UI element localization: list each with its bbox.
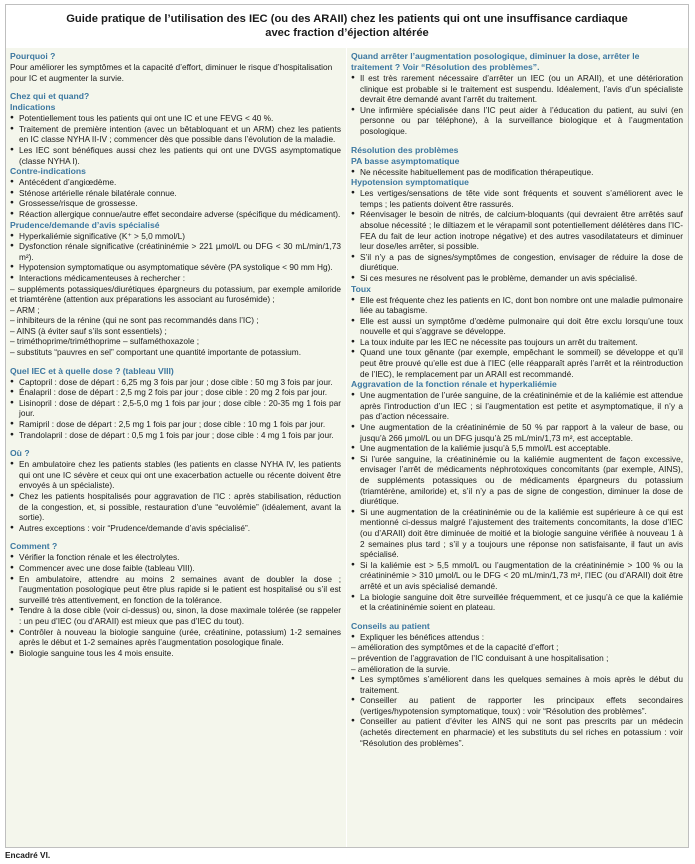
section-title: Quel IEC et à quelle dose ? (tableau VIII) [10,365,174,376]
bullet-item: ● Vérifier la fonction rénale et les électrolytes. [10,552,341,563]
bullet-item: ● Contrôler à nouveau la biologie sanguine (urée, créatinine, potassium) 1-2 semaines après le début et 1-2 semaines après l’augmentation posologique finale. [10,627,341,648]
section-conseils-au-patient [351,621,683,749]
title-line-2: avec fraction d’éjection altérée [265,27,429,39]
bullet-list [351,390,683,612]
dash-item: – amélioration des symptômes et de la capacité d’effort ; [351,642,559,653]
bullet-list [351,73,683,137]
section-title: Pourquoi ? [10,51,56,61]
dash-item: – amélioration de la survie. [351,663,451,674]
bullet-list [10,113,341,166]
dash-item: – inhibiteurs de la rénine (qui ne sont pas recommandés dans l’IC) ; [10,315,259,326]
bullet-item: ● Une augmentation de la kaliémie jusqu’à 5,5 mmol/L est acceptable. [351,443,683,454]
subsection-title: Contre-indications [10,166,86,177]
bullet-list [351,167,683,178]
bullet-item: ● Énalapril : dose de départ : 2,5 mg 2 fois par jour ; dose cible : 20 mg 2 fois par jour. [10,387,341,398]
bullet-item: ● Lisinopril : dose de départ : 2,5-5,0 mg 1 fois par jour ; dose cible : 20-35 mg 1 fois par jour. [10,398,341,419]
bullet-item: ● Dysfonction rénale significative (créatininémie > 221 µmol/L ou DFG < 30 mL/min/1,73 m²). [10,241,341,262]
section-comment [10,541,341,658]
subsection-title: Toux [351,283,371,294]
bullet-item: ● Sténose artérielle rénale bilatérale connue. [10,188,341,199]
bullet-item: ● Chez les patients hospitalisés pour aggravation de l’IC : après stabilisation, réduction de la congestion, et, si possible, restauration d’une “euvolémie” (idéalement, avant la sortie). [10,491,341,523]
caption: Encadré VI. [5,850,51,860]
bullet-item: ● Une augmentation de l’urée sanguine, de la créatininémie et de la kaliémie est attendue après l’introduction d’un IEC ; si l’augmentation est petite et asymptomatique, il n’y a pas d’action nécessaire. [351,390,683,422]
section-resolution-des-problemes [351,145,683,613]
right-column [347,48,688,847]
bullet-item: ● Si l’urée sanguine, la créatininémie ou la kaliémie augmentent de façon excessive, envisager l’arrêt de médicaments néphrotoxiques concomitants (par exemple, AINS), de suppléments potassiques ou de médicaments épargneurs du potassium (triamtérène, amiloride) et, s’il n’y a pas de signe de congestion, diminuer la dose de diurétique. [351,454,683,507]
bullet-item: ● Une infirmière spécialisée dans l’IC peut aider à l’éducation du patient, au suivi (en personne ou par téléphone), à la surveillance biologique et à l’augmentation posologique. [351,105,683,137]
guide-box [5,4,689,848]
bullet-item: ● Il est très rarement nécessaire d’arrêter un IEC (ou un ARAII), et une détérioration clinique est probable si le traitement est suspendu. Idéalement, l’avis d’un spécialiste devrait être demandé avant l’arrêt du traitement. [351,73,683,105]
subsection-title: Hypotension symptomatique [351,177,469,188]
bullet-item: ● Antécédent d’angiœdème. [10,177,341,188]
bullet-item: ● Une augmentation de la créatininémie de 50 % par rapport à la valeur de base, ou jusqu’à 266 µmol/L ou un DFG jusqu’à 25 mL/min/1,73 m², est acceptable. [351,422,683,443]
bullet-item: ● S’il n’y a pas de signes/symptômes de congestion, envisager de réduire la dose de diurétique. [351,252,683,273]
bullet-item: ● Les vertiges/sensations de tête vide sont fréquents et souvent s’améliorent avec le temps ; les patients doivent être rassurés. [351,188,683,209]
paragraph: Pour améliorer les symptômes et la capacité d’effort, diminuer le risque d’hospitalisation pour IC et augmenter la survie. [10,62,333,83]
dash-item: – triméthoprime/triméthoprime – sulfaméthoxazole ; [10,336,200,347]
bullet-list [351,295,683,380]
bullet-item: ● Traitement de première intention (avec un bêtabloquant et un ARM) chez les patients en IC classe NYHA II-IV ; commencer dès que possible dans l’évolution de la maladie. [10,124,341,145]
bullet-item: ● Expliquer les bénéfices attendus : [351,632,683,643]
bullet-item: ● Hypotension symptomatique ou asymptomatique sévère (PA systolique < 90 mm Hg). [10,262,341,273]
section-chez-qui-et-quand [10,91,341,357]
bullet-list [10,459,341,533]
section-title: Chez qui et quand? [10,91,90,102]
section-quand-arreter-l-augmentation-p [351,51,683,137]
section-title: Comment ? [10,541,58,552]
bullet-item: ● Ne nécessite habituellement pas de modification thérapeutique. [351,167,683,178]
bullet-item: ● Grossesse/risque de grossesse. [10,198,341,209]
section-title: Quand arrêter l’augmentation posologique, diminuer la dose, arrêter le traitement ? Voir “Résolution des problèmes”. [351,51,640,72]
bullet-item: ● Biologie sanguine tous les 4 mois ensuite. [10,648,341,659]
bullet-list [351,632,683,749]
section-title: Conseils au patient [351,620,430,631]
bullet-item: ● Interactions médicamenteuses à rechercher : [10,273,341,284]
dash-item: – suppléments potassiques/diurétiques épargneurs du potassium, par exemple amiloride et triamtérène (attention aux préparations les associant au furosémide) ; [10,283,341,305]
bullet-item: ● Conseiller au patient d’éviter les AINS qui ne sont pas prescrits par un médecin (achetés directement en pharmacie) et les substituts du sel riches en potassium : voir “Résolution des problèmes”. [351,716,683,748]
left-column [6,48,347,847]
bullet-list [10,231,341,358]
bullet-item: ● Hyperkaliémie significative (K⁺ > 5,0 mmol/L) [10,231,341,242]
dash-item: – ARM ; [10,304,40,315]
title-line-1: Guide pratique de l’utilisation des IEC (ou des ARAII) chez les patients qui ont une insuffisance cardiaque [66,13,628,25]
dash-item: – prévention de l’aggravation de l’IC conduisant à une hospitalisation ; [351,652,609,663]
bullet-item: ● Si une augmentation de la créatininémie ou de la kaliémie est supérieure à ce qui est mentionné ci-dessus malgré l’ajustement des traitements concomitants, la dose d’IEC (ou d’ARAII) doit être diminuée de moitié et la biologie sanguine vérifiée à nouveau 1 à 2 semaines plus tard ; s’il y a toujours une réponse non satisfaisante, il faut un avis spécialisé. [351,507,683,560]
bullet-item: ● Si ces mesures ne résolvent pas le problème, demander un avis spécialisé. [351,273,683,284]
bullet-list [10,552,341,658]
section-title: Résolution des problèmes [351,144,459,155]
bullet-item: ● Les symptômes s’améliorent dans les quelques semaines à mois après le début du traitement. [351,674,683,695]
subsection-title: Indications [10,102,56,113]
bullet-list [351,188,683,283]
bullet-item: ● Captopril : dose de départ : 6,25 mg 3 fois par jour ; dose cible : 50 mg 3 fois par jour. [10,377,341,388]
section-title: Où ? [10,448,30,459]
section-ou [10,448,341,533]
bullet-item: ● En ambulatoire chez les patients stables (les patients en classe NYHA IV, les patients qui ont une IC sévère et ceux qui ont une exacerbation actuelle ou récente doivent être envoyés à un spécialiste). [10,459,341,491]
bullet-item: ● Quand une toux gênante (par exemple, empêchant le sommeil) se développe et qu’il peut être prouvé qu’elle est due à l’IEC (elle réapparaît après l’arrêt et la réintroduction de l’IEC), le remplacement par un ARAII est recommandé. [351,347,683,379]
section-pourquoi [10,51,341,83]
dash-item: – substituts “pauvres en sel” comportant une quantité importante de potassium. [10,347,302,358]
bullet-item: ● Les IEC sont bénéfiques aussi chez les patients qui ont une DVGS asymptomatique (classe NYHA I). [10,145,341,166]
bullet-item: ● Elle est fréquente chez les patients en IC, dont bon nombre ont une maladie pulmonaire liée au tabagisme. [351,295,683,316]
bullet-item: ● Trandolapril : dose de départ : 0,5 mg 1 fois par jour ; dose cible : 4 mg 1 fois par jour. [10,430,341,441]
subsection-title: PA basse asymptomatique [351,155,460,166]
subsection-title: Aggravation de la fonction rénale et hyperkaliémie [351,379,557,390]
bullet-list [10,177,341,219]
bullet-list [10,377,341,441]
section-quel-iec-et-a-quelle-dose-tabl [10,366,341,441]
bullet-item: ● Conseiller au patient de rapporter les principaux effets secondaires (vertiges/hypotension symptomatique, toux) : voir “Résolution des problèmes”. [351,695,683,716]
subsection-title: Prudence/demande d’avis spécialisé [10,219,160,230]
bullet-item: ● La toux induite par les IEC ne nécessite pas toujours un arrêt du traitement. [351,337,683,348]
bullet-item: ● Ramipril : dose de départ : 2,5 mg 1 fois par jour ; dose cible : 10 mg 1 fois par jour. [10,419,341,430]
box-title [6,5,688,48]
bullet-item: ● Réenvisager le besoin de nitrés, de calcium-bloquants (qui devraient être arrêtés sauf absolue nécessité ; le diltiazem et le vérapamil sont potentiellement délétères dans l’IC-FEA du fait de leur action inotrope négative) et des autres vasodilatateurs et diminuer leur dose/les arrêter, si possible. [351,209,683,251]
bullet-item: ● En ambulatoire, attendre au moins 2 semaines avant de doubler la dose ; l’augmentation posologique peut être plus rapide si le patient est hospitalisé ou s’il est surveillé très attentivement, en fonction de la tolérance. [10,574,341,606]
bullet-item: ● Tendre à la dose cible (voir ci-dessus) ou, sinon, la dose maximale tolérée (se rappeler : un peu d’IEC (ou d’ARAII) est mieux que pas d’IEC du tout). [10,605,341,626]
bullet-item: ● Si la kaliémie est > 5,5 mmol/L ou l’augmentation de la créatininémie > 100 % ou la créatininémie > 310 µmol/L ou le DFG < 20 mL/min/1,73 m², l’IEC (ou d’ARAII) doit être arrêté et un avis spécialisé demandé. [351,560,683,592]
bullet-item: ● Potentiellement tous les patients qui ont une IC et une FEVG < 40 %. [10,113,341,124]
bullet-item: ● Elle est aussi un symptôme d’œdème pulmonaire qui doit être exclu lorsqu’une toux nouvelle et qui s’aggrave se développe. [351,316,683,337]
bullet-item: ● Autres exceptions : voir “Prudence/demande d’avis spécialisé”. [10,523,341,534]
bullet-item: ● Commencer avec une dose faible (tableau VIII). [10,563,341,574]
bullet-item: ● La biologie sanguine doit être surveillée fréquemment, et ce jusqu’à ce que la kaliémie et la créatininémie soient en plateau. [351,592,683,613]
dash-item: – AINS (à éviter sauf s’ils sont essentiels) ; [10,325,167,336]
bullet-item: ● Réaction allergique connue/autre effet secondaire adverse (spécifique du médicament). [10,209,341,220]
